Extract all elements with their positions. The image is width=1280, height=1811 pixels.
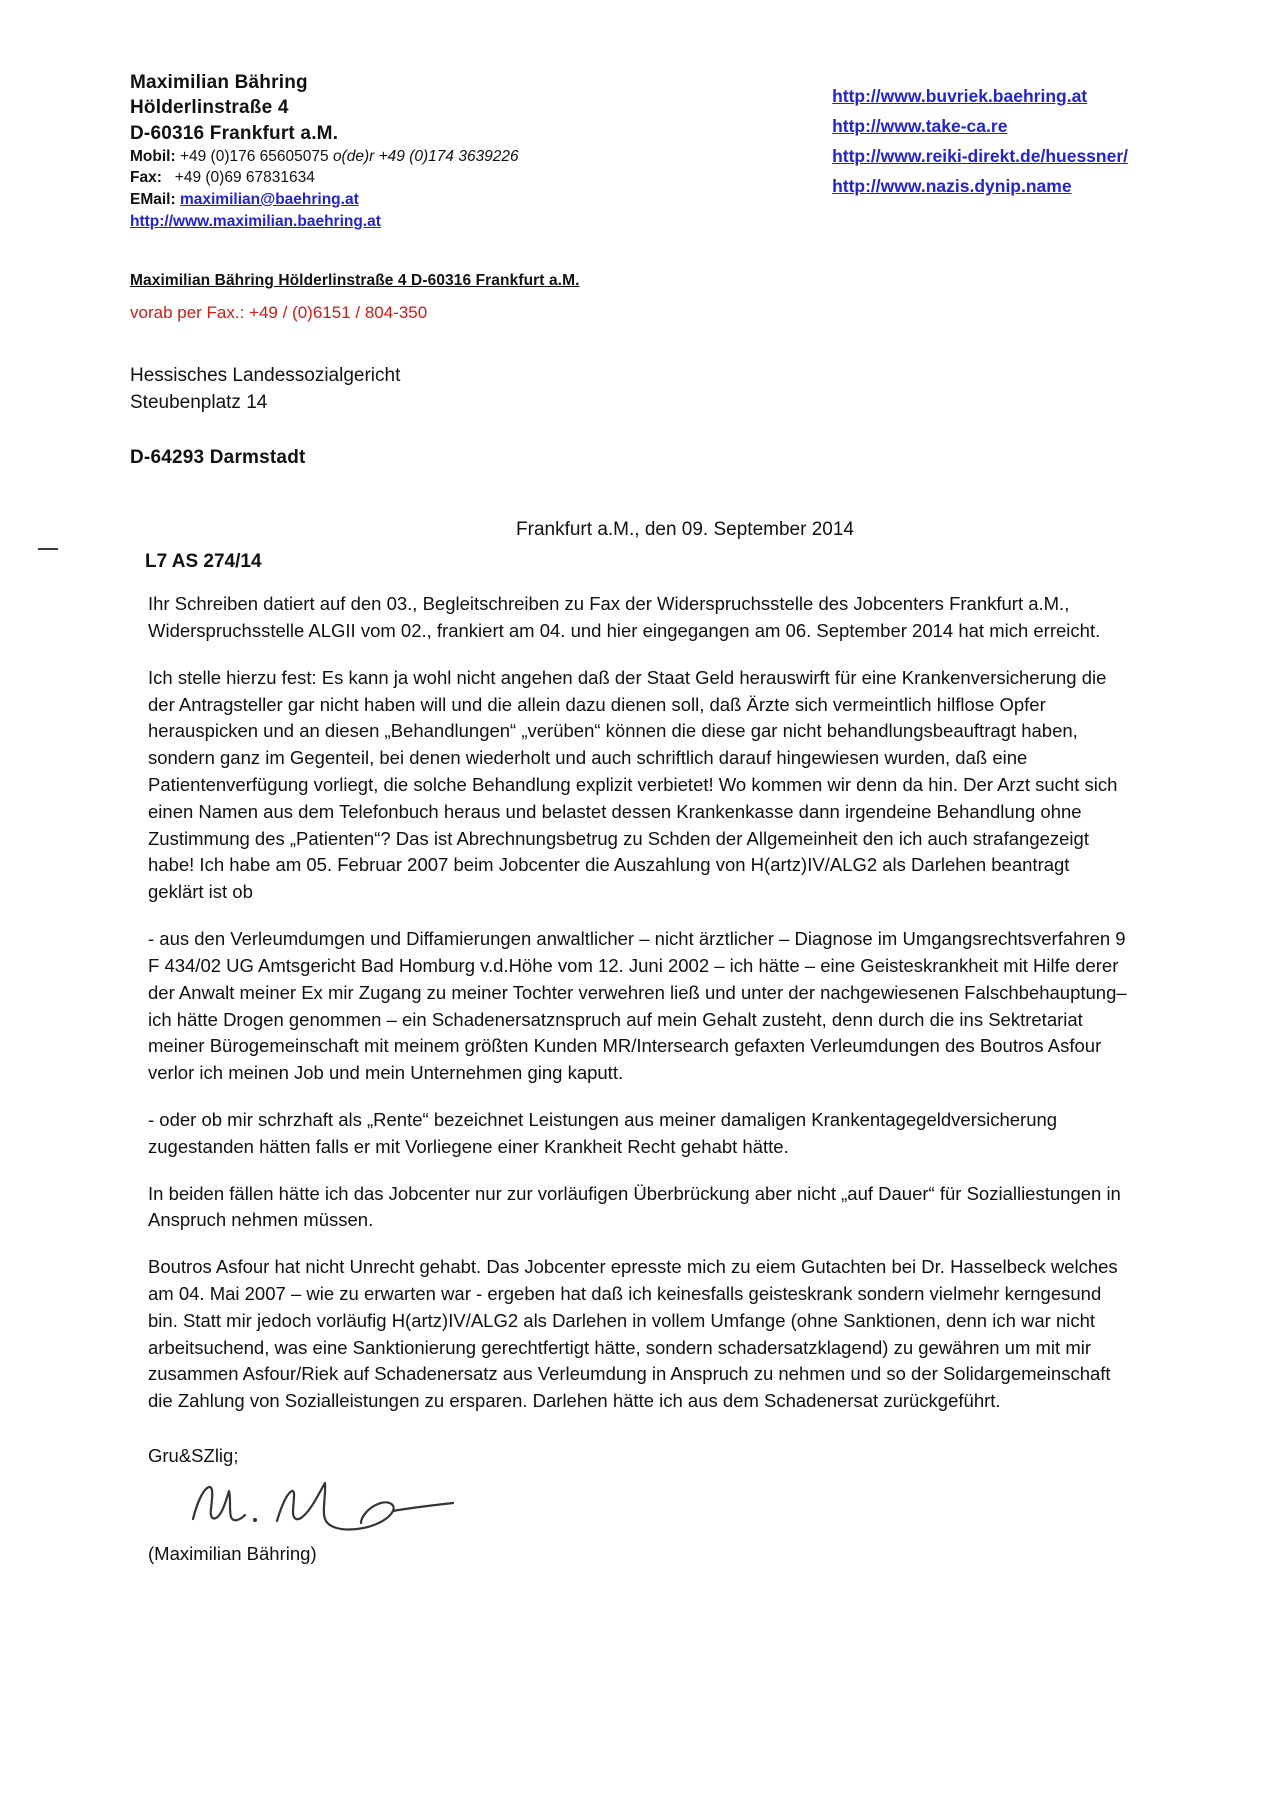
web-link-1-anchor[interactable]: http://www.buvriek.baehring.at: [832, 86, 1088, 106]
web-links-block: [832, 70, 1128, 206]
sender-name: Maximilian Bähring: [130, 72, 308, 93]
sender-mobile-separator: o(de)r: [332, 147, 375, 165]
web-link-4-anchor[interactable]: http://www.nazis.dynip.name: [832, 176, 1072, 196]
date-line: Frankfurt a.M., den 09. September 2014: [516, 519, 854, 541]
recipient-block: [130, 363, 1150, 417]
web-link-3-anchor[interactable]: http://www.reiki-direkt.de/huessner/: [832, 146, 1128, 166]
sign-off: Gru&SZlig;: [148, 1445, 239, 1467]
sender-mobile-label: Mobil:: [130, 147, 176, 165]
sender-fax-label: Fax:: [130, 169, 162, 187]
signer-name: (Maximilian Bähring): [148, 1543, 317, 1565]
sender-web-row: [130, 212, 519, 233]
handwritten-signature: [130, 1473, 1150, 1543]
sender-block: [130, 70, 519, 232]
sender-mobile-value-2: +49 (0)174 3639226: [378, 147, 519, 165]
sender-website-link[interactable]: http://www.maximilian.baehring.at: [130, 212, 381, 230]
sender-email-label: EMail:: [130, 191, 176, 209]
sender-mobile-row: [130, 147, 519, 168]
sender-mobile-value: +49 (0)176 65605075: [179, 147, 329, 165]
sender-fax-value: +49 (0)69 67831634: [174, 169, 315, 187]
web-link-4: [832, 176, 1128, 197]
web-link-2: [832, 116, 1128, 137]
margin-dash-artifact: [38, 548, 58, 550]
letter-body: [130, 591, 1150, 1415]
web-link-3: [832, 146, 1128, 167]
return-address-line: Maximilian Bähring Hölderlinstraße 4 D-60316 Frankfurt a.M.: [130, 272, 580, 290]
recipient-line-1: Hessisches Landessozialgericht: [130, 365, 401, 387]
body-paragraph-3: - aus den Verleumdumgen und Diffamierungen anwaltlicher – nicht ärztlicher – Diagnose im Umgangsrechtsverfahren 9 F 434/02 UG Amtsgericht Bad Homburg v.d.Höhe vom 12. Juni 2002 – ich hätte – eine Geisteskrankheit mit Hilfe derer der Anwalt meiner Ex mir Zugang zu meiner Tochter verwehren ließ und unter der nachgewiesenen Falschbehauptung– ich hätte Drogen genommen – ein Schadenersatznspruch auf mein Gehalt zusteht, denn durch die ins Sektretariat meiner Bürogemeinschaft mit meinem größten Kunden MR/Intersearch gefaxten Verleumdungen des Boutros Asfour verlor ich meinen Job und mein Unternehmen ging kaputt.: [148, 928, 1127, 1084]
letterhead: [130, 70, 1150, 232]
body-paragraph-1: Ihr Schreiben datiert auf den 03., Begleitschreiben zu Fax der Widerspruchsstelle des Jobcenters Frankfurt a.M., Widerspruchsstelle ALGII vom 02., frankiert am 04. und hier eingegangen am 06. September 2014 hat mich erreicht.: [148, 593, 1101, 641]
recipient-city: D-64293 Darmstadt: [130, 447, 306, 469]
recipient-line-2: Steubenplatz 14: [130, 392, 268, 414]
body-paragraph-2: Ich stelle hierzu fest: Es kann ja wohl nicht angehen daß der Staat Geld herauswirft für eine Krankenversicherung die der Antragsteller gar nicht haben will und die allein dazu dienen soll, daß Ärzte sich vermeintlich hilflose Opfer herauspicken und an diesen „Behandlungen“ „verüben“ können die diese gar nicht behandlungsbeauftragt haben, sondern ganz im Gegenteil, bei denen wiederholt und auch schriftlich darauf hingewiesen wurden, daß eine Patientenverfügung vorliegt, die solche Behandlung explizit verbietet! Wo kommen wir denn da hin. Der Arzt sucht sich einen Namen aus dem Telefonbuch heraus und belastet dessen Krankenkasse dann irgendeine Behandlung ohne Zustimmung des „Patienten“? Das ist Abrechnungsbetrug zu Schden der Allgemeinheit den ich auch strafangezeigt habe! Ich habe am 05. Februar 2007 beim Jobcenter die Auszahlung von H(artz)IV/ALG2 als Darlehen beantragt geklärt ist ob: [148, 666, 1118, 903]
body-paragraph-5: In beiden fällen hätte ich das Jobcenter nur zur vorläufigen Überbrückung aber nicht „auf Dauer“ für Sozialliestungen in Anspruch nehmen müssen.: [148, 1182, 1121, 1231]
subject-line: L7 AS 274/14: [145, 551, 262, 573]
sender-email-link[interactable]: maximilian@baehring.at: [179, 191, 359, 209]
body-paragraph-6: Boutros Asfour hat nicht Unrecht gehabt. Das Jobcenter epresste mich zu eiem Gutachten bei Dr. Hasselbeck welches am 04. Mai 2007 – wie zu erwarten war - ergeben hat daß ich keinesfalls geisteskrank sondern vielmehr kerngesund bin. Statt mir jedoch vorläufig H(artz)IV/ALG2 als Darlehen in vollem Umfange (ohne Sanktionen, denn ich war nicht arbeitsuchend, was eine Sanktionierung gerechtfertigt hätte, sondern schadersatzklagend) zu gewähren um mit mir zusammen Asfour/Riek auf Schadenersatz aus Verleumdung in Anspruch zu nehmen und so der Solidargemeinschaft die Zahlung von Sozialleistungen zu ersparen. Darlehen hätte ich aus dem Schadenersat zurückgeführt.: [148, 1256, 1118, 1412]
web-link-1: [832, 86, 1128, 107]
sender-street: Hölderlinstraße 4: [130, 97, 289, 119]
sender-city: D-60316 Frankfurt a.M.: [130, 122, 339, 144]
sender-fax-row: [130, 168, 519, 189]
web-link-2-anchor[interactable]: http://www.take-ca.re: [832, 116, 1008, 136]
body-paragraph-4: - oder ob mir schrzhaft als „Rente“ bezeichnet Leistungen aus meiner damaligen Krankentagegeldversicherung zugestanden hätten falls er mit Vorliegene einer Krankheit Recht gehabt hätte.: [148, 1108, 1058, 1157]
fax-note: vorab per Fax.: +49 / (0)6151 / 804-350: [130, 303, 428, 323]
sender-email-row: [130, 190, 519, 211]
